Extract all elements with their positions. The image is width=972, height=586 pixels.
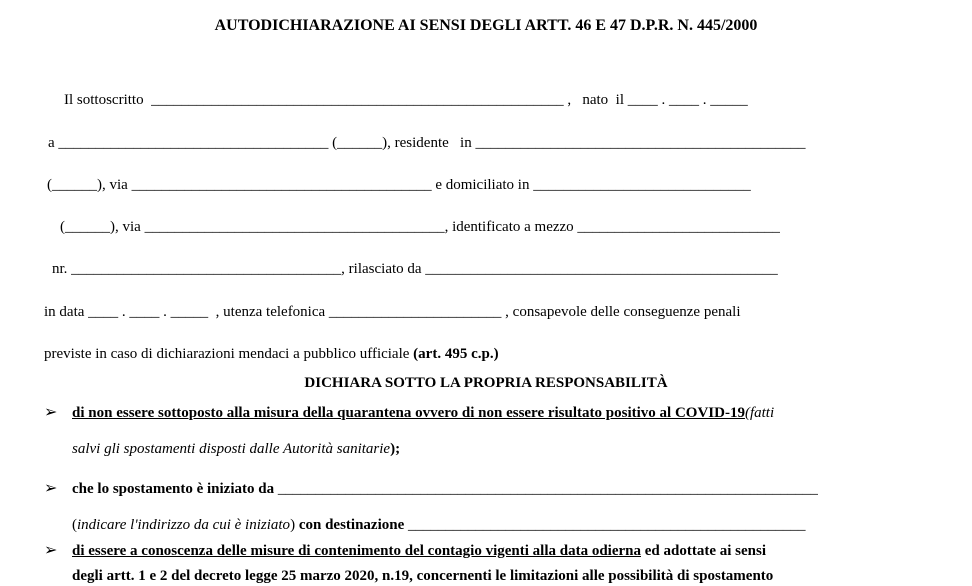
measures-statement: di essere a conoscenza delle misure di contenimento del contagio vigenti alla data odierna xyxy=(72,543,641,559)
penal-notice-text: previste in caso di dichiarazioni mendaci a pubblico ufficiale xyxy=(44,346,414,362)
field-line-documento[interactable]: nr. ____________________________________, rilasciato da _______________________________________________ xyxy=(52,261,778,277)
bullet-quarantine-line2 xyxy=(72,440,400,459)
bullet-measures-line1 xyxy=(72,542,766,561)
bullet-quarantine-line1 xyxy=(72,404,774,423)
penal-article-ref: (art. 495 c.p.) xyxy=(413,346,499,362)
destination-field[interactable]: _____________________________________________________ xyxy=(404,517,806,533)
field-line-identificazione[interactable]: (______), via ________________________________________, identificato a mezzo ___________________________ xyxy=(60,219,780,235)
section-heading: DICHIARA SOTTO LA PROPRIA RESPONSABILITÀ xyxy=(304,375,668,391)
measures-statement-rest: ed adottate ai sensi xyxy=(641,543,766,559)
destination-paren-open: ( xyxy=(72,517,77,533)
field-line-data-telefono[interactable]: in data ____ . ____ . _____ , utenza telefonica _______________________ , consapevole delle conseguenze penali xyxy=(44,304,741,320)
quarantine-note: salvi gli spostamenti disposti dalle Autorità sanitarie xyxy=(72,441,391,457)
destination-paren-close: ) xyxy=(290,517,299,533)
bullet-measures-line2: degli artt. 1 e 2 del decreto legge 25 marzo 2020, n.19, concernenti le limitazioni alle possibilità di spostamento xyxy=(72,568,774,584)
field-line-sottoscritto[interactable]: Il sottoscritto _______________________________________________________ , nato il ____ . ____ . _____ xyxy=(64,92,748,108)
bullet-origin-line[interactable] xyxy=(72,480,818,499)
quarantine-statement: di non essere sottoposto alla misura della quarantena ovvero di non essere risultato positivo al COVID-19 xyxy=(72,405,745,421)
penal-notice-line xyxy=(44,345,499,364)
quarantine-note-end: ); xyxy=(390,441,401,457)
destination-label: con destinazione xyxy=(298,517,405,533)
bullet-arrow-icon: ➢ xyxy=(44,480,58,497)
origin-field[interactable]: ________________________________________________________________________ xyxy=(277,481,818,497)
origin-hint: indicare l'indirizzo da cui è iniziato xyxy=(77,517,291,533)
bullet-arrow-icon: ➢ xyxy=(44,542,58,559)
field-line-residenza[interactable]: a ____________________________________ (______), residente in ____________________________________________ xyxy=(48,135,806,151)
bullet-destination-line[interactable] xyxy=(72,516,805,535)
origin-label: che lo spostamento è iniziato da xyxy=(72,481,278,497)
bullet-arrow-icon: ➢ xyxy=(44,404,58,421)
field-line-domicilio[interactable]: (______), via ________________________________________ e domiciliato in _____________________________ xyxy=(47,177,751,193)
document-title: AUTODICHIARAZIONE AI SENSI DEGLI ARTT. 46 E 47 D.P.R. N. 445/2000 xyxy=(214,17,758,34)
quarantine-note-start: (fatti xyxy=(744,405,775,421)
